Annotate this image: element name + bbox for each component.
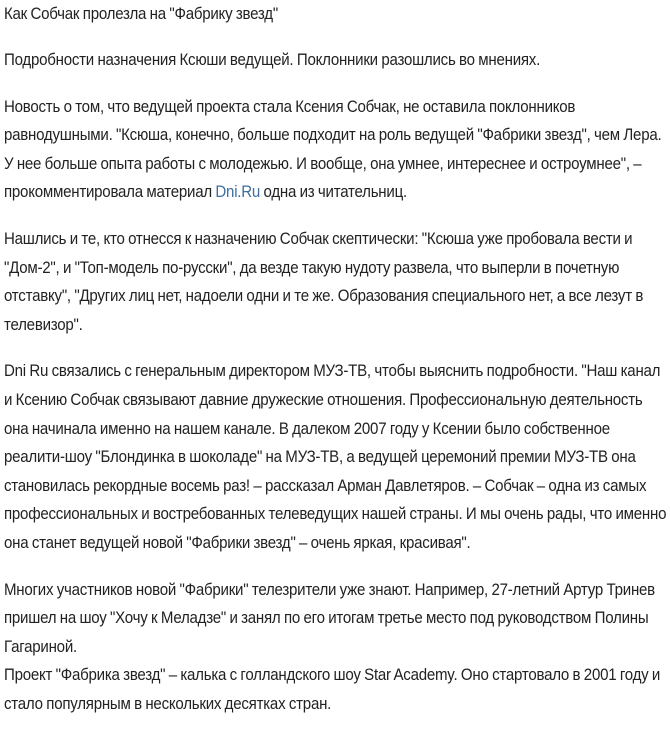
- paragraph-participants: Многих участников новой "Фабрики" телезрители уже знают. Например, 27-летний Артур Тринев пришел на шоу "Хочу к Меладзе" и занял по его итогам третье место под руководством Полины Гагариной.: [4, 580, 655, 656]
- dni-ru-link[interactable]: Dni.Ru: [215, 183, 261, 202]
- paragraph-director-quote: Dni Ru связались с генеральным директором МУЗ-ТВ, чтобы выяснить подробности. "Наш канал и Ксению Собчак связывают давние дружеские отношения. Профессиональную деятельность она начинала именно на нашем канале. В далеком 2007 году у Ксении было собственное реалити-шоу "Блондинка в шоколаде" на МУЗ-ТВ, а ведущей церемоний премии МУЗ-ТВ она становилась рекордные восемь раз! – рассказал Арман Давлетяров. – Собчак – одна из самых профессиональных и востребованных телеведущих нашей страны. И мы очень рады, что именно она станет ведущей новой "Фабрики звезд" – очень яркая, красивая".: [4, 362, 667, 552]
- article-title: Как Собчак пролезла на "Фабрику звезд": [4, 5, 278, 23]
- spacer: [4, 75, 670, 93]
- paragraph-reactions: [4, 93, 670, 207]
- spacer: [4, 207, 670, 225]
- spacer: [4, 558, 670, 576]
- paragraph-text: одна из читательниц.: [260, 183, 407, 202]
- article-subtitle: Подробности назначения Ксюши ведущей. Поклонники разошлись во мнениях.: [4, 51, 541, 69]
- paragraph-skeptics: Нашлись и те, кто отнесся к назначению Собчак скептически: "Ксюша уже пробовала вести и "Дом-2", и "Топ-модель по-русски", да везде такую нудоту развела, что выперли в почетную отставку", "Других лиц нет, надоели одни и те же. Образования специального нет, а все лезут в телевизор".: [4, 229, 644, 334]
- paragraph-project-origin: Проект "Фабрика звезд" – калька с голландского шоу Star Academy. Оно стартовало в 2001 году и стало популярным в нескольких десятках стран.: [4, 666, 661, 713]
- spacer: [4, 28, 670, 46]
- article-body: [4, 0, 670, 718]
- spacer: [4, 339, 670, 357]
- paragraph-text: Новость о том, что ведущей проекта стала Ксения Собчак, не оставила поклонников равнодушными. "Ксюша, конечно, больше подходит на роль ведущей "Фабрики звезд", чем Лера. У нее больше опыта работы с молодежью. И вообще, она умнее, интереснее и остроумнее", – прокомментировала материал: [4, 97, 662, 202]
